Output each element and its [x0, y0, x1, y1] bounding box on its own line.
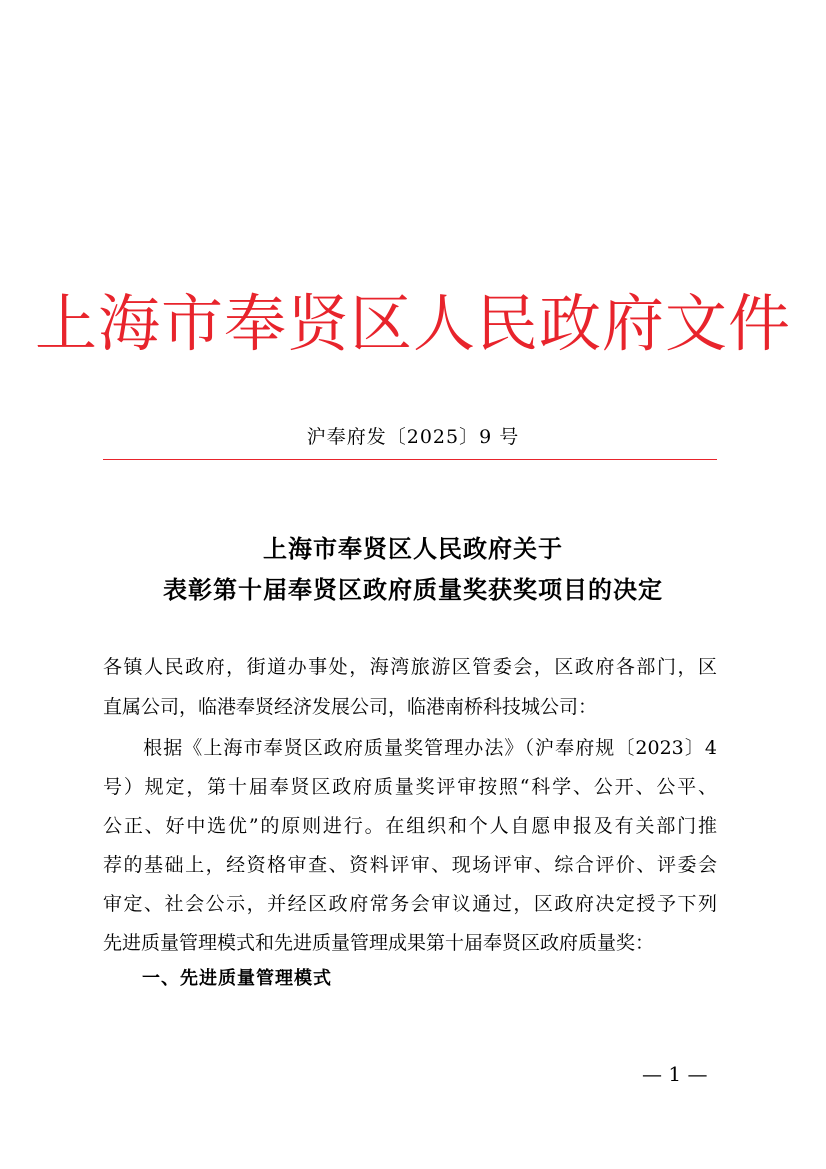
red-separator-line [103, 459, 717, 460]
body-line: 公正、好中选优”的原则进行。在组织和个人自愿申报及有关部门推 [103, 815, 717, 837]
page-number: — 1 — [642, 1062, 708, 1086]
body-line: 根据《上海市奉贤区政府质量奖管理办法》（沪奉府规〔2023〕4 [103, 737, 717, 759]
body-line: 荐的基础上，经资格审查、资料评审、现场评审、综合评价、评委会 [103, 854, 717, 876]
body-line: 各镇人民政府，街道办事处，海湾旅游区管委会，区政府各部门，区 [103, 656, 717, 678]
body-line: 号）规定，第十届奉贤区政府质量奖评审按照“科学、公开、公平、 [103, 776, 717, 798]
body-line: 审定、社会公示，并经区政府常务会审议通过，区政府决定授予下列 [103, 893, 717, 915]
document-number: 沪奉府发〔2025〕9 号 [306, 426, 520, 448]
document-title-line-1: 上海市奉贤区人民政府关于 [263, 534, 563, 563]
body-line: 直属公司，临港奉贤经济发展公司，临港南桥科技城公司： [103, 696, 598, 718]
section-heading: 一、先进质量管理模式 [142, 968, 332, 989]
masthead-title: 上海市奉贤区人民政府文件 [34, 287, 791, 360]
body-line: 先进质量管理模式和先进质量管理成果第十届奉贤区政府质量奖： [103, 932, 655, 954]
document-title-line-2: 表彰第十届奉贤区政府质量奖获奖项目的决定 [163, 575, 663, 604]
